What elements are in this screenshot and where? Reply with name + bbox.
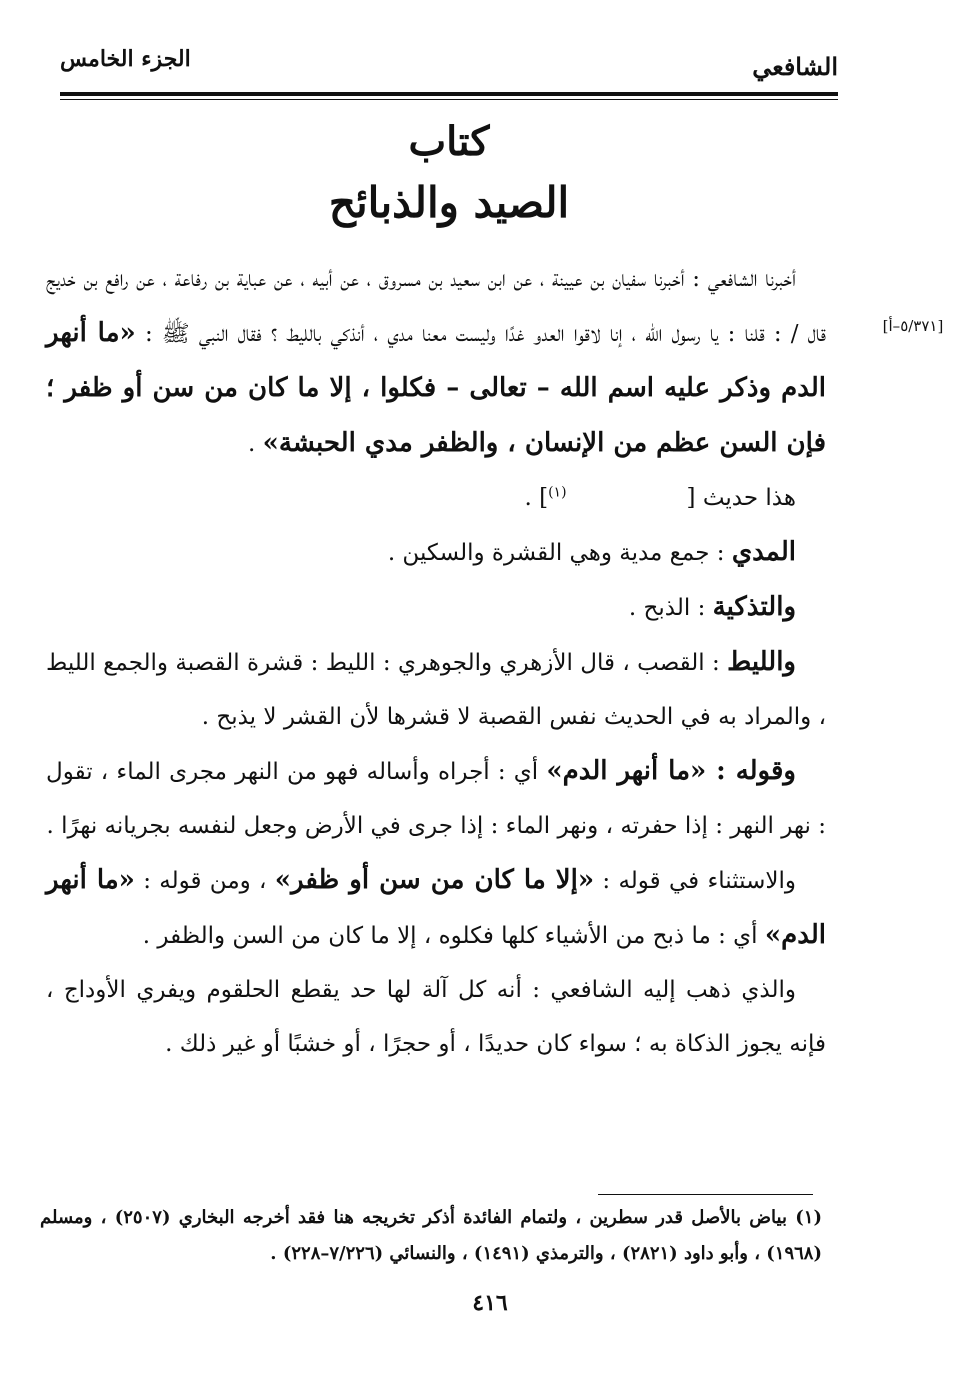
header-book-title: الشافعي <box>752 52 838 81</box>
footnotes <box>40 1200 822 1272</box>
header-rule-thick <box>60 92 838 96</box>
definition-anhar <box>46 744 826 853</box>
term: والليط <box>727 647 796 677</box>
term: المدي <box>731 537 796 567</box>
exception-paragraph <box>46 853 826 963</box>
text: أي : ما ذبح من الأشياء كلها فكلوه ، إلا ما كان من السن والظفر . <box>142 923 765 949</box>
quote: «ما أنهر الدم» <box>46 865 826 950</box>
definition-mudy <box>46 525 826 580</box>
header-volume: الجزء الخامس <box>60 46 191 72</box>
definition-tadhkiya <box>46 580 826 635</box>
text: ، ومن قوله : <box>134 868 275 894</box>
hadith-paragraph <box>46 252 826 471</box>
term: والتذكية <box>712 592 796 622</box>
isnad-text: أخبرنا الشافعي : أخبرنا سفيان بن عيينة ، عن ابن سعيد بن مسروق ، عن أبيه ، عن عباية بن رفاعة ، عن رافع بن خديج قال / : قلنا : يا رسول الله ، إنا لاقوا العدو غدًا وليست معنا مدي ، أنذكي بالليط ؟ فقال النبي ﷺ : <box>46 266 826 347</box>
hadith-grading-line <box>46 471 826 525</box>
chapter-title: الصيد والذبائح <box>328 178 570 227</box>
running-header <box>60 42 838 92</box>
definition: : الذبح . <box>628 595 713 621</box>
definition-lit <box>46 635 826 744</box>
definition: أي : أجراه وأساله فهو من النهر مجرى الماء ، تقول : نهر النهر : إذا حفرته ، ونهر الماء : إذا جرى في الأرض وجعل لنفسه بجريانه نهرًا . <box>46 759 826 839</box>
footnote-marker: (١) <box>548 484 567 501</box>
term: وقوله : «ما أنهر الدم» <box>546 756 796 786</box>
definition: : جمع مدية وهي القشرة والسكين . <box>387 540 732 566</box>
quote: «إلا ما كان من سن أو ظفر» <box>274 865 595 895</box>
hadith-grading-label: هذا حديث [ <box>686 485 796 511</box>
shafii-opinion-paragraph: والذي ذهب إليه الشافعي : أنه كل آلة لها حد يقطع الحلقوم ويفري الأوداج ، فإنه يجوز الذكاة به ؛ سواء كان حديدًا ، أو حجرًا ، أو خشبًا أو غير ذلك . <box>46 977 826 1057</box>
footnote-separator <box>598 1194 813 1195</box>
header-rule-thin <box>60 99 838 100</box>
chapter-kitab: كتاب <box>408 118 490 165</box>
text: والاستثناء في قوله : <box>594 868 796 894</box>
hadith-grading-close: ] . <box>524 485 549 511</box>
manuscript-folio-reference: [٥/٣٧١–أ] <box>882 317 944 335</box>
footnote-1: (١) بياض بالأصل قدر سطرين ، ولتمام الفائدة أذكر تخريجه هنا فقد أخرجه البخاري (٢٥٠٧) ، ومسلم (١٩٦٨) ، وأبو داود (٢٨٢١) ، والترمذي (١٤٩١) ، والنسائي (٧/٢٢٦–٢٢٨) . <box>40 1207 822 1264</box>
page-number: ٤١٦ <box>472 1290 508 1316</box>
main-text <box>46 252 826 1071</box>
hadith-end: . <box>248 431 263 457</box>
definition: : القصب ، قال الأزهري والجوهري : الليط : قشرة القصبة والجمع الليط ، والمراد به في الحديث نفس القصبة لا قشرها لأن القشر لا يذبح . <box>46 650 826 730</box>
hadith-matn: «ما أنهر الدم وذكر عليه اسم الله – تعالى – فكلوا ، إلا ما كان من سن أو ظفر ؛ فإن السن عظم من الإنسان ، والظفر مدي الحبشة» <box>46 318 826 458</box>
